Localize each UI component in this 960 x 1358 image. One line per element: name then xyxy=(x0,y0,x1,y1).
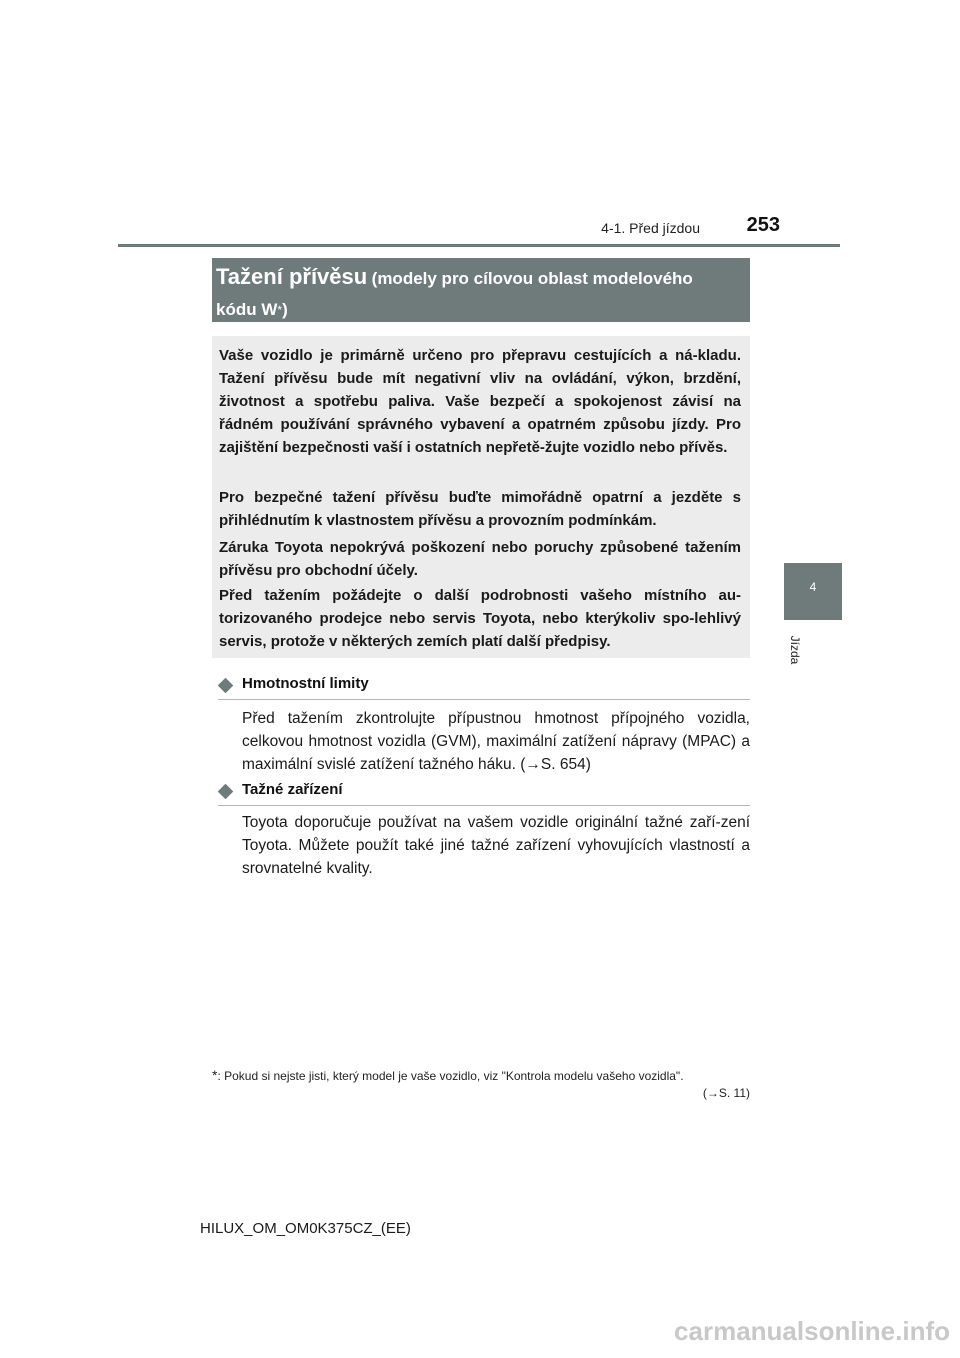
section-title-bar xyxy=(212,258,750,322)
chapter-tab: 4 xyxy=(784,563,842,620)
section-title xyxy=(216,262,736,326)
intro-box xyxy=(212,336,750,658)
footnote-asterisk: * xyxy=(212,1067,218,1083)
title-asterisk: * xyxy=(277,303,283,317)
towing-equipment-text: Toyota doporučuje používat na vašem vozidle originální tažné zaří-zení Toyota. Můžete použít také jiné tažné zařízení vyhovujících vlastností a srovnatelné kvality. xyxy=(242,814,750,877)
diamond-bullet-icon xyxy=(218,784,234,800)
subheading-label: Hmotnostní limity xyxy=(242,675,369,692)
title-close: ) xyxy=(282,300,288,319)
intro-paragraph: Záruka Toyota nepokrývá poškození nebo poruchy způsobené tažením přívěsu pro obchodní účely. xyxy=(219,539,741,579)
diamond-bullet-icon xyxy=(218,678,234,694)
title-sub: (modely pro cílovou oblast modelového kódu W xyxy=(216,269,693,319)
watermark: carmanualsonline.info xyxy=(674,1316,950,1346)
subheading-towing-equipment xyxy=(218,781,750,806)
title-main: Tažení přívěsu xyxy=(216,264,368,289)
footnote xyxy=(212,1067,750,1102)
subheading-weight-limits xyxy=(218,675,750,700)
footnote-text: : Pokud si nejste jisti, který model je vaše vozidlo, viz "Kontrola modelu vašeho vozidla". xyxy=(217,1069,684,1083)
intro-paragraph: Pro bezpečné tažení přívěsu buďte mimořádně opatrní a jezděte s přihlédnutím k vlastnostem přívěsu a provozním podmínkám. xyxy=(219,489,741,529)
intro-paragraph: Před tažením požádejte o další podrobnosti vašeho místního au-torizovaného prodejce nebo servis Toyota, nebo kterýkoliv spo-lehlivý servis, protože v některých zemích platí další předpisy. xyxy=(219,587,741,650)
subheading-label: Tažné zařízení xyxy=(242,781,343,798)
footnote-reference: (→S. 11) xyxy=(702,1086,750,1100)
header-section-title: 4-1. Před jízdou xyxy=(601,220,700,236)
chapter-label: Jízda xyxy=(788,635,802,665)
document-code: HILUX_OM_OM0K375CZ_(EE) xyxy=(200,1220,411,1237)
page-number: 253 xyxy=(746,214,780,236)
weight-limits-text: Před tažením zkontrolujte přípustnou hmotnost přípojného vozidla, celkovou hmotnost vozidla (GVM), maximální zatížení nápravy (MPAC) a maximální svislé zatížení tažného háku. (→S. 654) xyxy=(242,710,750,773)
intro-paragraph: Vaše vozidlo je primárně určeno pro přepravu cestujících a ná-kladu. Tažení přívěsu bude mít negativní vliv na ovládání, výkon, brzdění, životnost a spotřebu paliva. Vaše bezpečí a spokojenost závisí na řádném používání správného vybavení a opatrném způsobu jízdy. Pro zajištění bezpečnosti vaší i ostatních nepřetě-žujte vozidlo nebo přívěs. xyxy=(219,347,741,456)
header-divider xyxy=(118,244,840,247)
